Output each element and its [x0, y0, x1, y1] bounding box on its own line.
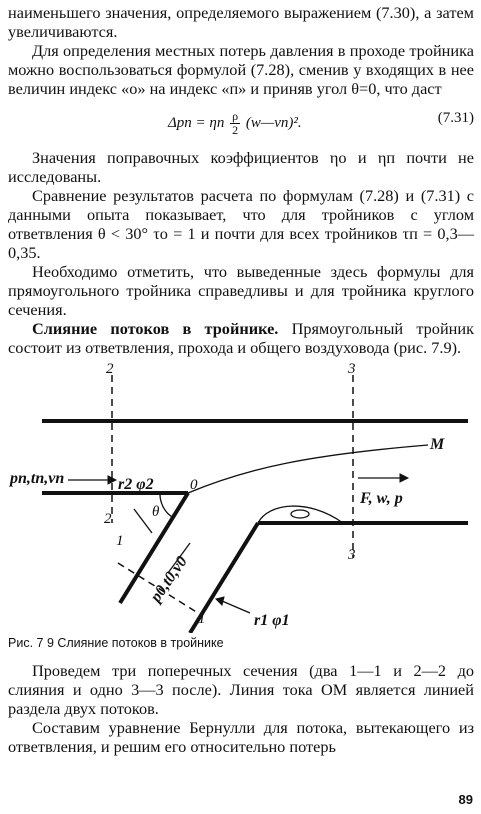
streamline-om [188, 445, 428, 493]
label-sec1-upper: 1 [116, 533, 124, 549]
label-inlet-pass: pп,tп,vп [10, 470, 65, 487]
paragraph-4: Сравнение результатов расчета по формулам (7.28) и (7.31) с данными опыта показывает, что для тройников с углом ответвления θ < 30° τо = 1 и почти для всех тройников τп = 0,3—0,35. [8, 186, 474, 262]
paragraph-8: Составим уравнение Бернулли для потока, вытекающего из ответвления, и решим его относительно потерь [8, 718, 474, 756]
formula-7-31 [8, 98, 474, 148]
section-heading: Слияние потоков в тройнике. [32, 319, 279, 338]
vortex-mark [291, 510, 309, 518]
theta-arc [160, 493, 172, 517]
label-sec1-lower: 1 [198, 611, 206, 627]
paragraph-3: Значения поправочных коэффициентов ηо и ηп почти не исследованы. [8, 148, 474, 186]
formula-expression [168, 110, 302, 137]
formula-fraction [230, 110, 240, 137]
page-content [8, 3, 474, 756]
label-sec3-bottom: 3 [348, 547, 356, 563]
figure-7-9 [8, 363, 474, 633]
label-outlet: F, w, p [360, 490, 403, 507]
label-theta: θ [152, 504, 160, 520]
formula-lhs: Δpп = ηп [168, 114, 229, 131]
paragraph-6 [8, 319, 474, 357]
outlet-arrowhead [400, 474, 408, 482]
r2-arrow [134, 509, 152, 533]
r1-arrowhead [216, 597, 224, 605]
label-r1phi1: r1 φ1 [254, 612, 290, 629]
formula-number: (7.31) [437, 110, 474, 126]
paragraph-6-text: Прямоугольный тройник состоит из ответвления, прохода и общего воздуховода (рис. 7.9). [8, 319, 474, 357]
label-branch-flow: p0,t0,v0 [147, 553, 191, 606]
page-number: 89 [458, 792, 473, 807]
tee-diagram [8, 363, 474, 633]
paragraph-7: Проведем три поперечных сечения (два 1—1 и 2—2 до слияния и одно 3—3 после). Линия тока ОМ является линией раздела двух потоков. [8, 661, 474, 718]
paragraph-5: Необходимо отметить, что выведенные здесь формулы для прямоугольного тройника справедливы и для тройника круглого сечения. [8, 262, 474, 319]
fraction-denominator: 2 [232, 123, 239, 137]
label-sec3-top: 3 [348, 363, 356, 377]
paragraph-2: Для определения местных потерь давления в проходе тройника можно воспользоваться формулой (7.28), сменив у входящих в нее величин индекс «о» на индекс «п» и приняв угол θ=0, что даст [8, 41, 474, 98]
formula-rhs: (w—vп)². [242, 114, 302, 131]
label-sec2-top: 2 [106, 363, 114, 377]
r1-arrow [222, 601, 250, 613]
label-r2phi2: r2 φ2 [118, 476, 154, 493]
label-point-m: M [430, 436, 445, 453]
label-sec2-bottom: 2 [104, 511, 112, 527]
figure-caption: Рис. 7 9 Слияние потоков в тройнике [8, 636, 224, 650]
paragraph-1: наименьшего значения, определяемого выражением (7.30), а затем увеличиваются. [8, 3, 474, 41]
separation-zone [258, 506, 343, 523]
fraction-numerator: ρ [232, 109, 239, 123]
label-point-o: 0 [190, 477, 198, 493]
